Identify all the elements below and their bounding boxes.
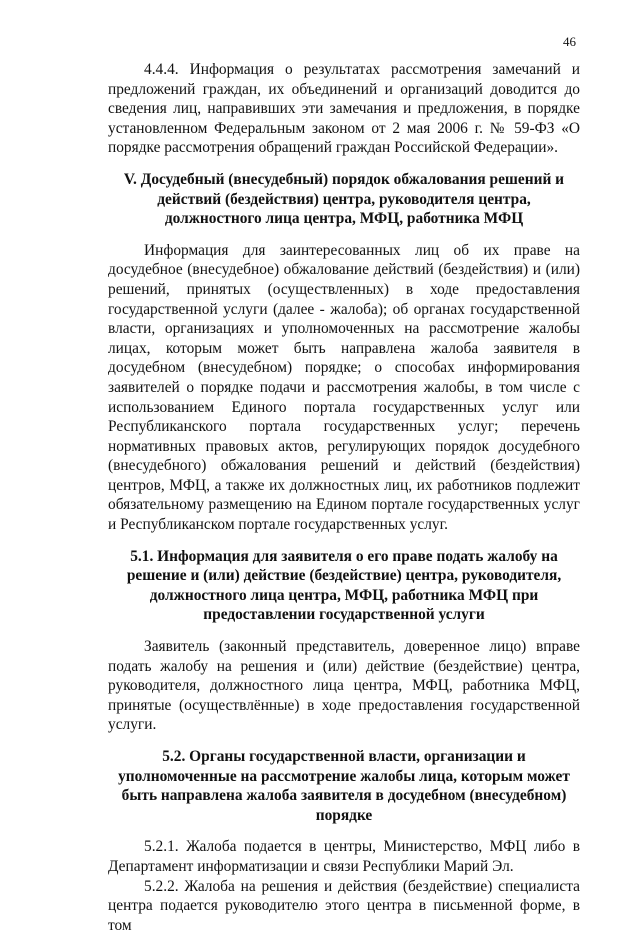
section-5-1-heading: 5.1. Информация для заявителя о его праве подать жалобу на решение и (или) действие (бездействие) центра, руководителя, должностного лица центра, МФЦ, работника МФЦ при предоставлении государственной услуги <box>126 547 562 624</box>
document-body <box>108 60 580 935</box>
paragraph-5-2-1: 5.2.1. Жалоба подается в центры, Министерство, МФЦ либо в Департамент информатизации и связи Республики Марий Эл. <box>108 838 580 875</box>
page-number: 46 <box>563 34 576 49</box>
paragraph-info: Информация для заинтересованных лиц об их праве на досудебное (внесудебное) обжалование действий (бездействия) и (или) решений, принятых (осуществленных) в ходе предоставления государственной услуги (далее - жалоба); об органах государственной власти, организациях и уполномоченных на рассмотрение жалобы лицах, которым может быть направлена жалоба заявителя в досудебном (внесудебном) порядке; о способах информирования заявителей о порядке подачи и рассмотрения жалобы, в том числе с использованием Единого портала государственных услуг или Республиканского портала государственных услуг; перечень нормативных правовых актов, регулирующих порядок досудебного (внесудебного) обжалования решений и действий (бездействия) центров, МФЦ, а также их должностных лиц, их работников подлежит обязательному размещению на Едином портале государственных услуг и Республиканском портале государственных услуг. <box>108 241 580 534</box>
paragraph-4-4-4: 4.4.4. Информация о результатах рассмотрения замечаний и предложений граждан, их объединений и организаций доводится до сведения лиц, направивших эти замечания и предложения, в порядке установленном Федеральным законом от 2 мая 2006 г. № 59-ФЗ «О порядке рассмотрения обращений граждан Российской Федерации». <box>108 61 580 157</box>
paragraph-5-1: Заявитель (законный представитель, доверенное лицо) вправе подать жалобу на решения и (или) действие (бездействие) центра, руководителя, должностного лица центра, МФЦ, работника МФЦ, принятые (осуществлённые) в ходе предоставления государственной услуги. <box>108 638 580 734</box>
paragraph-5-2-2: 5.2.2. Жалоба на решения и действия (бездействие) специалиста центра подается руководителю этого центра в письменной форме, в том <box>108 877 580 934</box>
section-5-2-heading: 5.2. Органы государственной власти, организации и уполномоченные на рассмотрение жалобы лица, которым может быть направлена жалоба заявителя в досудебном (внесудебном) порядке <box>118 748 570 824</box>
section-v-heading: V. Досудебный (внесудебный) порядок обжалования решений и действий (бездействия) центра, руководителя центра, должностного лица центра, МФЦ, работника МФЦ <box>123 170 565 228</box>
